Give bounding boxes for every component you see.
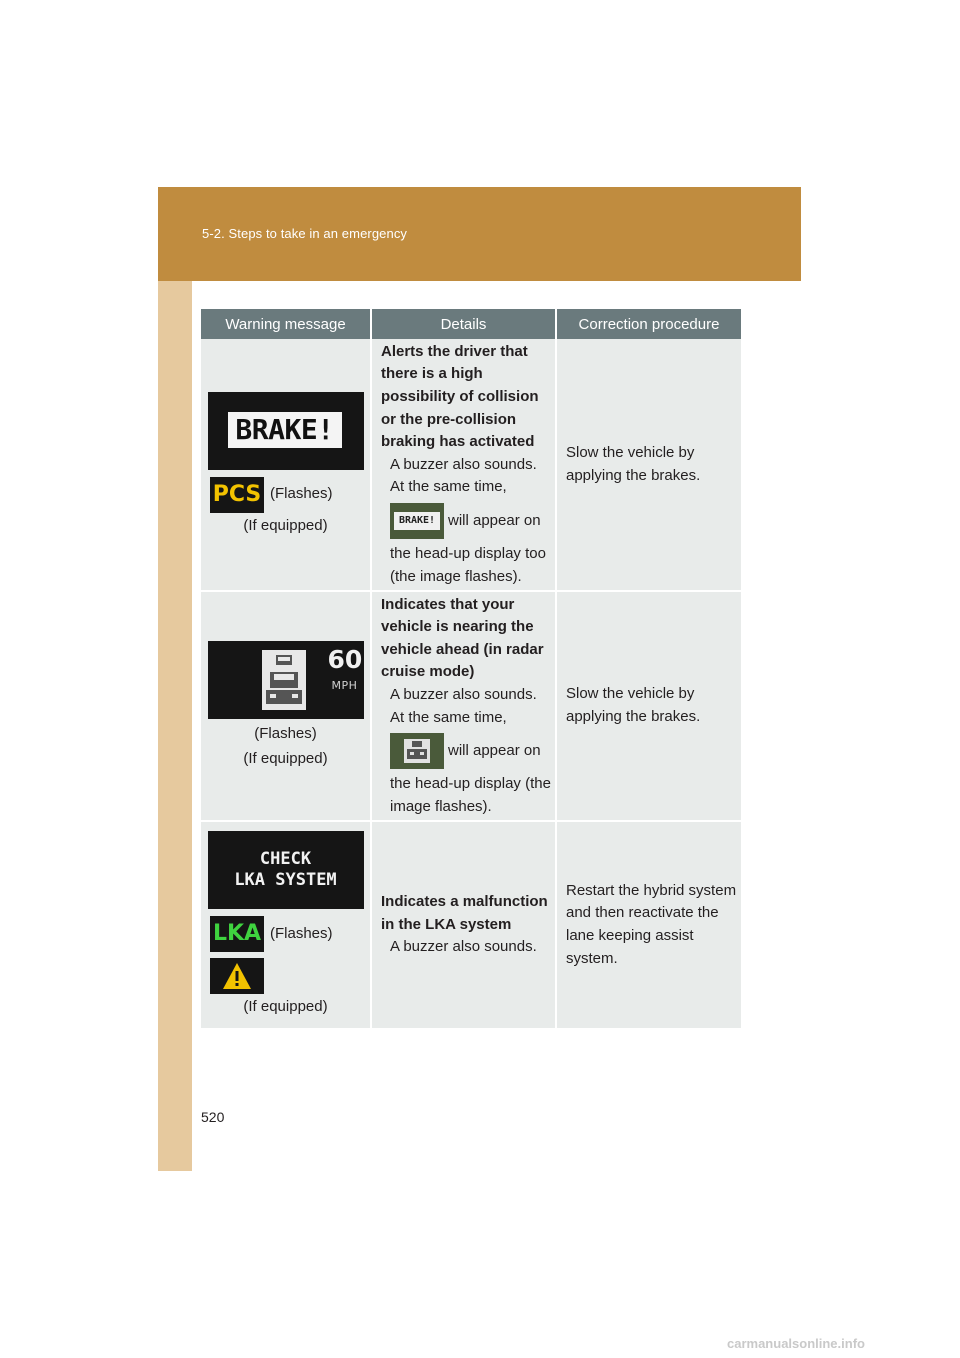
hud-brake-icon-text: BRAKE! bbox=[394, 512, 440, 530]
details-line: will appear on bbox=[448, 511, 541, 529]
details-line: will appear on bbox=[448, 741, 541, 759]
details-bold: Indicates a malfunction in the LKA system bbox=[381, 893, 548, 933]
side-band bbox=[158, 187, 192, 1171]
details-cell bbox=[371, 591, 556, 821]
header-warning-message: Warning message bbox=[201, 309, 371, 339]
lka-indicator-text: LKA bbox=[212, 921, 262, 947]
pcs-indicator-text: PCS bbox=[212, 481, 262, 507]
indicator-row bbox=[210, 916, 370, 952]
flashes-label: (Flashes) bbox=[254, 725, 317, 743]
speed-unit: MPH bbox=[331, 679, 358, 693]
details-line: A buzzer also sounds. bbox=[390, 455, 537, 473]
details-bold: Indicates that your vehicle is nearing the vehicle ahead (in radar cruise mode) bbox=[381, 595, 544, 681]
if-equipped-label: (If equipped) bbox=[243, 998, 328, 1016]
page-number: 520 bbox=[201, 1109, 225, 1125]
vehicle-ahead-icon bbox=[262, 650, 306, 710]
if-equipped-label: (If equipped) bbox=[243, 516, 328, 534]
vehicle-ahead-display bbox=[208, 641, 364, 719]
correction-cell: Slow the vehicle by applying the brakes. bbox=[556, 339, 741, 591]
indicator-row bbox=[210, 477, 370, 513]
indicator-row bbox=[210, 958, 370, 994]
lka-display-text: CHECK LKA SYSTEM bbox=[234, 849, 337, 891]
header-correction-procedure: Correction procedure bbox=[556, 309, 741, 339]
warning-triangle-icon bbox=[210, 958, 264, 994]
details-line: the head-up display (the image flashes). bbox=[390, 775, 551, 815]
details-line: At the same time, bbox=[390, 708, 507, 726]
hud-vehicle-shape bbox=[404, 739, 430, 763]
table-row bbox=[201, 339, 741, 591]
hud-vehicle-ahead-icon bbox=[390, 733, 444, 769]
lka-indicator-icon bbox=[210, 916, 264, 952]
warning-table bbox=[201, 309, 741, 1030]
details-inline-icon-row bbox=[381, 503, 551, 539]
brake-display-text: BRAKE! bbox=[228, 412, 342, 448]
correction-cell: Restart the hybrid system and then reactivate the lane keeping assist system. bbox=[556, 821, 741, 1029]
details-cell bbox=[371, 339, 556, 591]
flashes-label: (Flashes) bbox=[270, 924, 333, 942]
correction-cell: Slow the vehicle by applying the brakes. bbox=[556, 591, 741, 821]
pcs-indicator-icon bbox=[210, 477, 264, 513]
hud-brake-icon bbox=[390, 503, 444, 539]
details-bold: Alerts the driver that there is a high possibility of collision or the pre-collision braking has activated bbox=[381, 342, 539, 451]
details-cell bbox=[371, 821, 556, 1029]
details-line: At the same time, bbox=[390, 478, 507, 496]
details-line: A buzzer also sounds. bbox=[390, 686, 537, 703]
warning-message-cell bbox=[201, 591, 371, 821]
details-line: A buzzer also sounds. bbox=[390, 938, 537, 956]
watermark: carmanualsonline.info bbox=[727, 1336, 865, 1351]
header-details: Details bbox=[371, 309, 556, 339]
speed-value: 60 bbox=[327, 645, 363, 675]
details-line: the head-up display too (the image flashes). bbox=[390, 544, 546, 585]
lka-display bbox=[208, 831, 364, 909]
section-title: 5-2. Steps to take in an emergency bbox=[202, 226, 408, 241]
table-header-row bbox=[201, 309, 741, 339]
warning-message-cell bbox=[201, 339, 371, 591]
table-row bbox=[201, 591, 741, 821]
brake-display bbox=[208, 392, 364, 470]
if-equipped-label: (If equipped) bbox=[243, 750, 328, 767]
table-row bbox=[201, 821, 741, 1029]
flashes-label: (Flashes) bbox=[270, 485, 333, 503]
details-inline-icon-row bbox=[381, 733, 551, 769]
warning-message-cell bbox=[201, 821, 371, 1029]
